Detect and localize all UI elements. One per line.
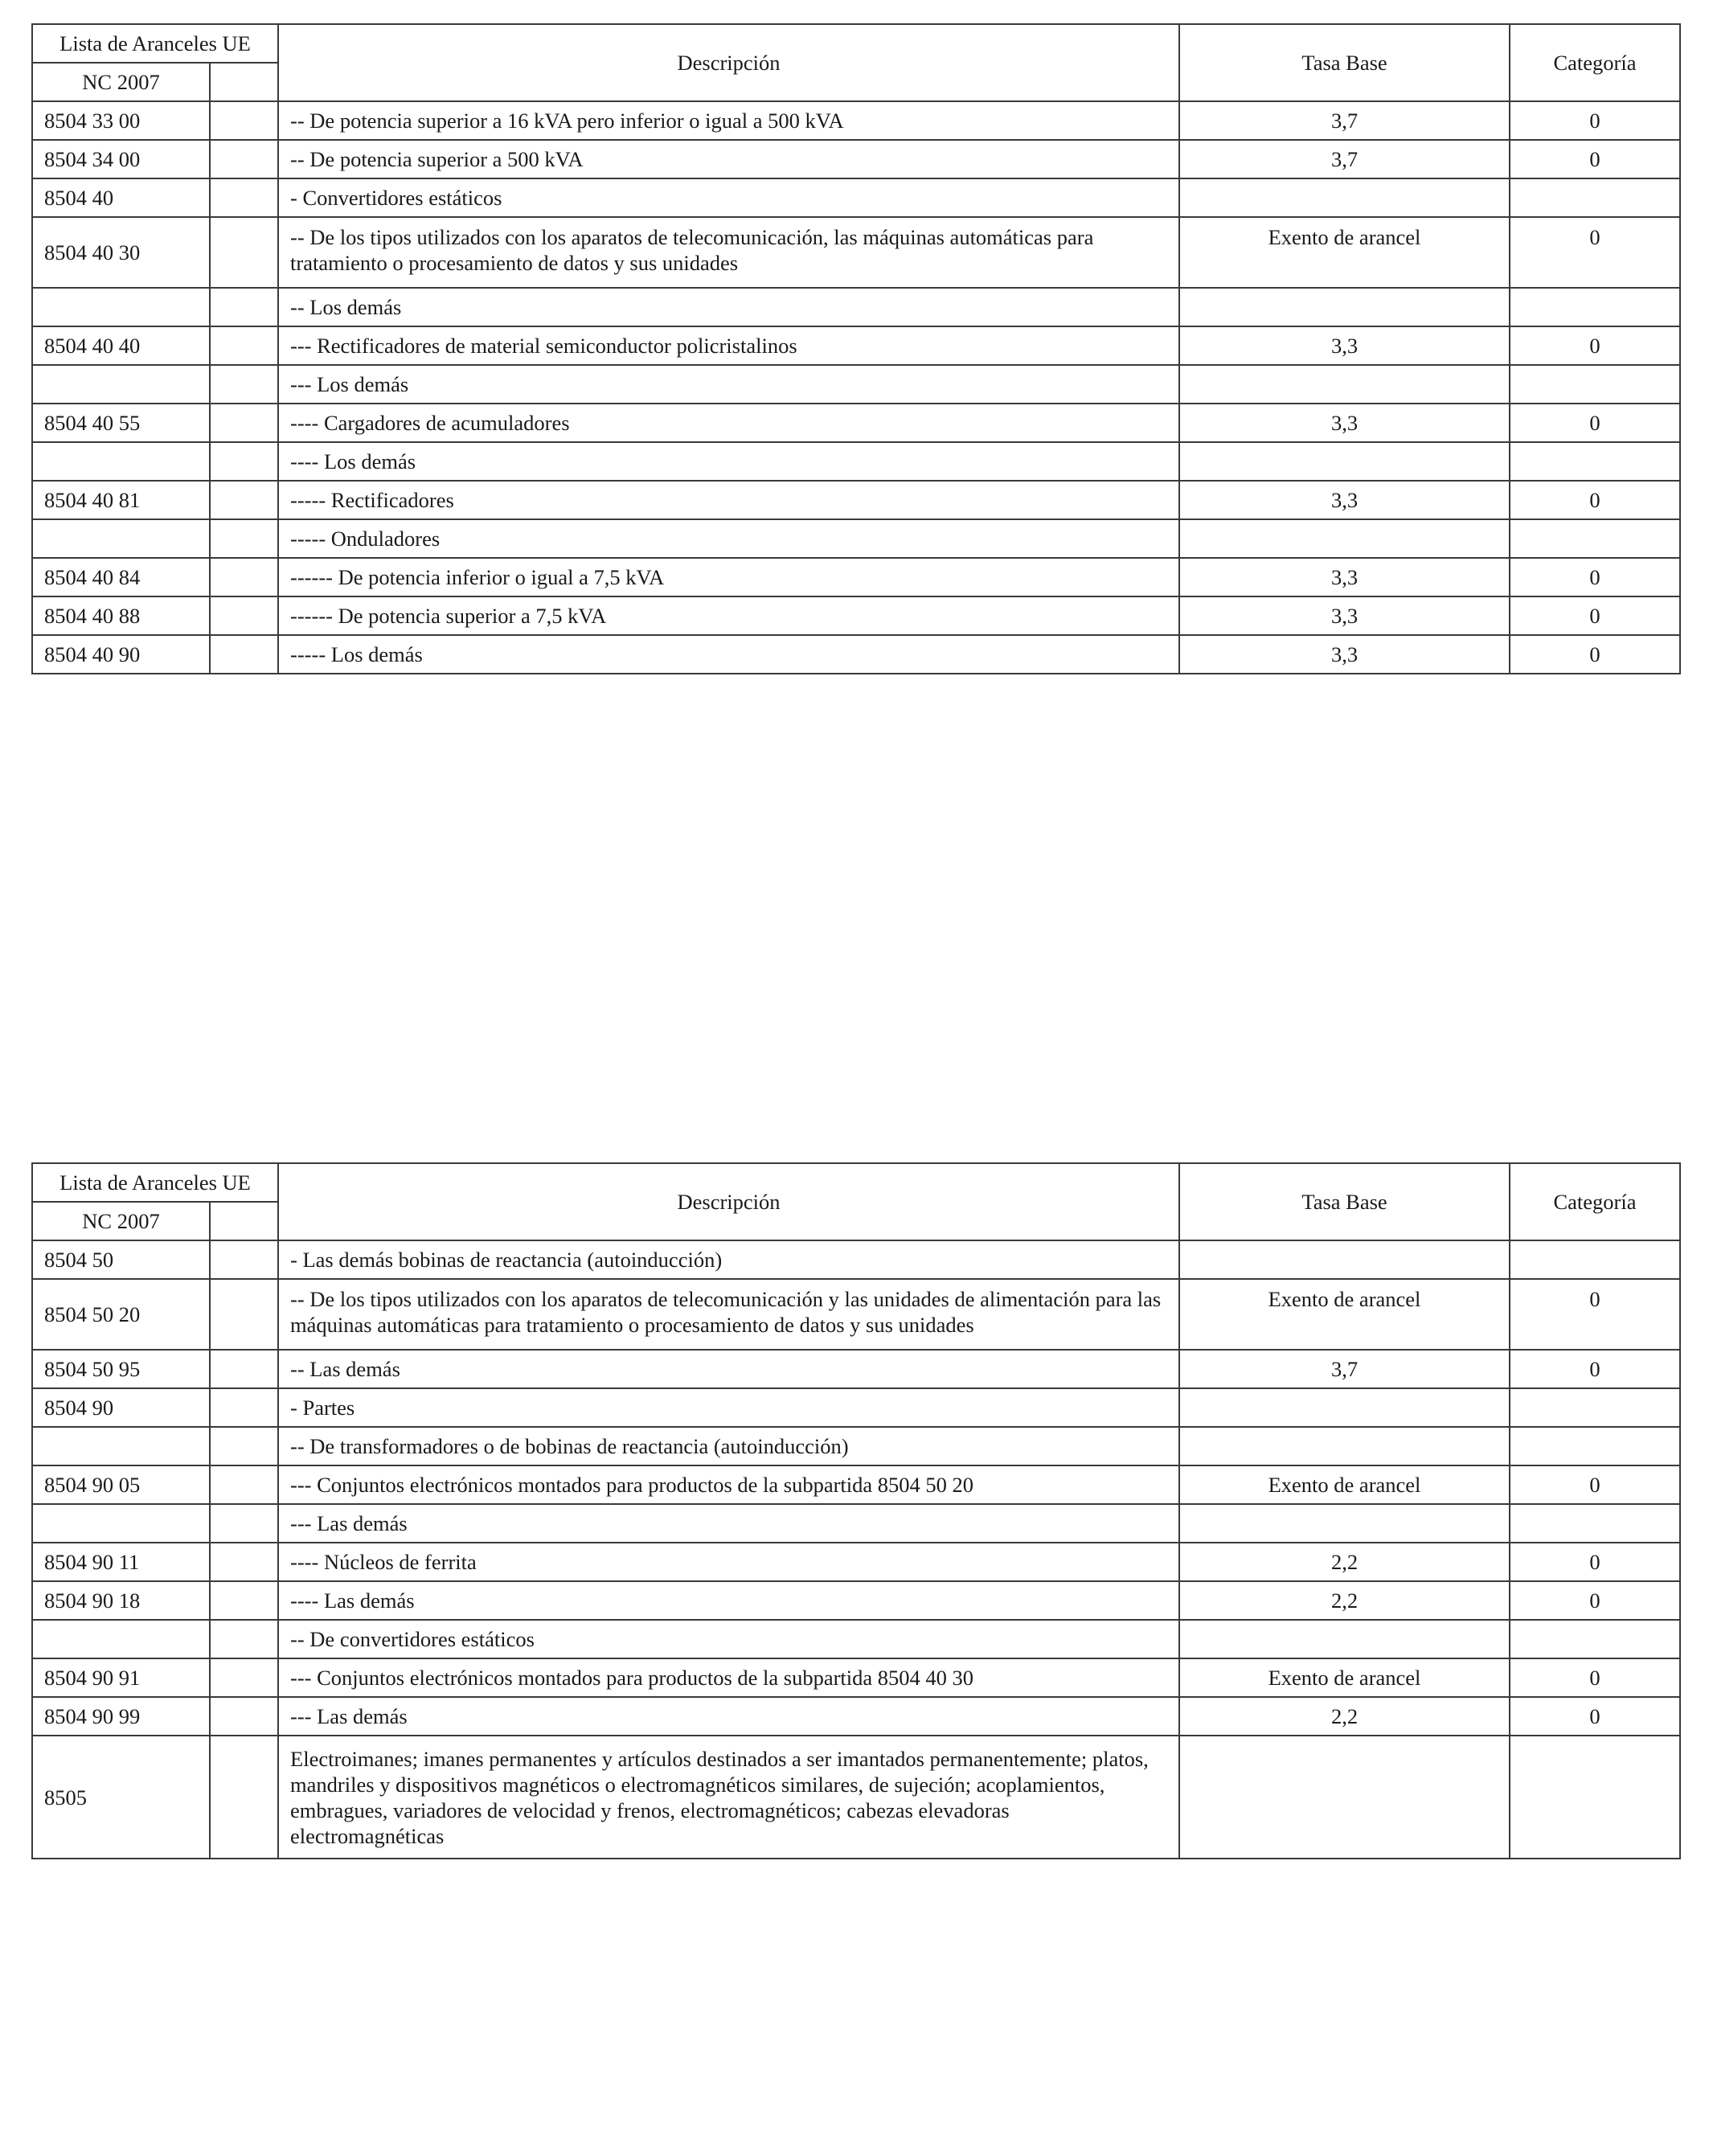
base-rate-cell [1179,519,1510,558]
base-rate-cell [1179,1427,1510,1465]
empty-cell [210,1388,278,1427]
description-cell: ---- Las demás [278,1581,1179,1620]
base-rate-cell: 3,3 [1179,326,1510,365]
empty-cell [210,1279,278,1350]
description-cell: -- De transformadores o de bobinas de reactancia (autoinducción) [278,1427,1179,1465]
table-row [32,442,1680,481]
empty-cell [210,288,278,326]
base-rate-cell [1179,1620,1510,1658]
table-row [32,1736,1680,1859]
nc-code-cell [32,288,210,326]
table-row [32,1388,1680,1427]
empty-cell [210,1465,278,1504]
nc-code-cell: 8504 50 20 [32,1279,210,1350]
base-rate-cell: 3,3 [1179,596,1510,635]
base-rate-cell: 2,2 [1179,1543,1510,1581]
category-cell: 0 [1510,635,1680,674]
description-cell: -- De los tipos utilizados con los aparatos de telecomunicación, las máquinas automáticas para tratamiento o procesamiento de datos y sus unidades [278,217,1179,288]
empty-cell [210,1240,278,1279]
table-row [32,1240,1680,1279]
base-rate-cell [1179,442,1510,481]
table-row [32,404,1680,442]
nc-code-cell: 8504 90 05 [32,1465,210,1504]
description-cell: --- Conjuntos electrónicos montados para productos de la subpartida 8504 40 30 [278,1658,1179,1697]
nc-code-cell [32,442,210,481]
nc-code-cell: 8504 50 [32,1240,210,1279]
base-rate-cell: 3,7 [1179,1350,1510,1388]
table-row [32,596,1680,635]
nc-code-cell [32,1504,210,1543]
nc-code-cell: 8504 33 00 [32,101,210,140]
nc-code-cell: 8504 40 84 [32,558,210,596]
table-row [32,1427,1680,1465]
description-cell: -- De los tipos utilizados con los aparatos de telecomunicación y las unidades de alimentación para las máquinas automáticas para tratamiento o procesamiento de datos y sus unidades [278,1279,1179,1350]
header-row [32,24,1680,63]
nc-code-cell: 8504 40 81 [32,481,210,519]
base-rate-cell: 2,2 [1179,1581,1510,1620]
empty-cell [210,326,278,365]
nc-label-header: NC 2007 [32,63,210,101]
category-cell: 0 [1510,326,1680,365]
nc-code-cell: 8504 50 95 [32,1350,210,1388]
category-cell: 0 [1510,1543,1680,1581]
base-rate-cell [1179,1240,1510,1279]
category-cell: 0 [1510,217,1680,288]
empty-cell [210,404,278,442]
category-cell: 0 [1510,1279,1680,1350]
table-row [32,1581,1680,1620]
table-row [32,481,1680,519]
empty-cell [210,101,278,140]
table-row [32,365,1680,404]
tariff-table-2 [31,1162,1681,1859]
nc-code-cell [32,1620,210,1658]
nc-code-cell [32,519,210,558]
category-cell: 0 [1510,596,1680,635]
empty-cell [210,217,278,288]
table-row [32,1350,1680,1388]
nc-label-header: NC 2007 [32,1202,210,1240]
empty-cell [210,1427,278,1465]
base-rate-cell [1179,1504,1510,1543]
nc-code-cell: 8504 90 11 [32,1543,210,1581]
table-row [32,140,1680,178]
category-cell [1510,519,1680,558]
category-cell: 0 [1510,404,1680,442]
base-rate-cell: 3,3 [1179,481,1510,519]
table-row [32,519,1680,558]
category-header: Categoría [1510,1163,1680,1240]
category-cell: 0 [1510,101,1680,140]
tariff-table-body [32,24,1680,674]
base-rate-cell [1179,1736,1510,1859]
empty-cell [210,1697,278,1736]
empty-cell [210,1736,278,1859]
base-rate-cell [1179,178,1510,217]
nc-code-cell: 8504 90 18 [32,1581,210,1620]
nc-code-cell: 8504 40 55 [32,404,210,442]
base-rate-cell: 3,7 [1179,101,1510,140]
category-cell [1510,1240,1680,1279]
table-row [32,635,1680,674]
base-rate-cell: 3,3 [1179,635,1510,674]
category-cell [1510,1736,1680,1859]
base-rate-cell [1179,288,1510,326]
table-row [32,1465,1680,1504]
category-cell [1510,1427,1680,1465]
description-cell: -- Los demás [278,288,1179,326]
description-cell: --- Las demás [278,1697,1179,1736]
category-cell: 0 [1510,1581,1680,1620]
category-cell: 0 [1510,1697,1680,1736]
description-cell: - Las demás bobinas de reactancia (autoinducción) [278,1240,1179,1279]
category-header: Categoría [1510,24,1680,101]
description-cell: --- Los demás [278,365,1179,404]
table-row [32,1279,1680,1350]
description-cell: --- Las demás [278,1504,1179,1543]
empty-cell [210,1350,278,1388]
description-cell: ------ De potencia superior a 7,5 kVA [278,596,1179,635]
empty-cell [210,442,278,481]
category-cell [1510,365,1680,404]
category-cell [1510,1388,1680,1427]
description-cell: ------ De potencia inferior o igual a 7,5 kVA [278,558,1179,596]
description-cell: ----- Los demás [278,635,1179,674]
nc-code-cell: 8504 40 30 [32,217,210,288]
base-rate-cell: Exento de arancel [1179,217,1510,288]
empty-cell [210,1504,278,1543]
description-cell: ---- Cargadores de acumuladores [278,404,1179,442]
empty-cell [210,365,278,404]
empty-cell [210,1658,278,1697]
empty-cell [210,1620,278,1658]
description-cell: -- De convertidores estáticos [278,1620,1179,1658]
nc-code-cell [32,1427,210,1465]
empty-cell [210,1543,278,1581]
table-row [32,1658,1680,1697]
empty-cell [210,481,278,519]
base-rate-cell [1179,365,1510,404]
empty-cell [210,558,278,596]
nc-code-cell: 8504 40 [32,178,210,217]
description-cell: Electroimanes; imanes permanentes y artículos destinados a ser imantados permanentemente; platos, mandriles y dispositivos magnéticos o electromagnéticos similares, de sujeción; acoplamientos, embragues, variadores de velocidad y frenos, electromagnéticos; cabezas elevadoras electromagnéticas [278,1736,1179,1859]
description-cell: ----- Rectificadores [278,481,1179,519]
description-cell: ----- Onduladores [278,519,1179,558]
nc-code-cell [32,365,210,404]
table-row [32,101,1680,140]
description-cell: - Convertidores estáticos [278,178,1179,217]
empty-cell [210,596,278,635]
list-label-header: Lista de Aranceles UE [32,24,278,63]
base-rate-cell: Exento de arancel [1179,1465,1510,1504]
base-rate-cell: 3,3 [1179,558,1510,596]
nc-code-cell: 8504 40 88 [32,596,210,635]
description-cell: - Partes [278,1388,1179,1427]
nc-code-cell: 8504 34 00 [32,140,210,178]
empty-cell [210,519,278,558]
description-cell: --- Conjuntos electrónicos montados para productos de la subpartida 8504 50 20 [278,1465,1179,1504]
table-row [32,178,1680,217]
description-header: Descripción [278,1163,1179,1240]
nc-code-cell: 8504 40 90 [32,635,210,674]
category-cell: 0 [1510,558,1680,596]
nc-code-cell: 8504 90 91 [32,1658,210,1697]
table-row [32,1697,1680,1736]
base-rate-cell: 3,7 [1179,140,1510,178]
category-cell [1510,1620,1680,1658]
list-label-header: Lista de Aranceles UE [32,1163,278,1202]
category-cell: 0 [1510,1658,1680,1697]
description-cell: ---- Los demás [278,442,1179,481]
category-cell: 0 [1510,481,1680,519]
category-cell: 0 [1510,140,1680,178]
table-row [32,326,1680,365]
empty-header-cell [210,1202,278,1240]
category-cell [1510,288,1680,326]
empty-header-cell [210,63,278,101]
description-cell: --- Rectificadores de material semiconductor policristalinos [278,326,1179,365]
category-cell: 0 [1510,1465,1680,1504]
nc-code-cell: 8504 90 99 [32,1697,210,1736]
table-row [32,558,1680,596]
table-row [32,1504,1680,1543]
description-cell: -- De potencia superior a 16 kVA pero inferior o igual a 500 kVA [278,101,1179,140]
base-rate-cell [1179,1388,1510,1427]
nc-code-cell: 8504 40 40 [32,326,210,365]
empty-cell [210,635,278,674]
nc-code-cell: 8505 [32,1736,210,1859]
base-rate-header: Tasa Base [1179,24,1510,101]
table-row [32,217,1680,288]
empty-cell [210,140,278,178]
empty-cell [210,1581,278,1620]
table-row [32,288,1680,326]
base-rate-cell: Exento de arancel [1179,1658,1510,1697]
category-cell [1510,442,1680,481]
header-row [32,1163,1680,1202]
category-cell [1510,178,1680,217]
description-cell: -- De potencia superior a 500 kVA [278,140,1179,178]
category-cell: 0 [1510,1350,1680,1388]
tariff-table-body [32,1163,1680,1859]
category-cell [1510,1504,1680,1543]
description-cell: -- Las demás [278,1350,1179,1388]
table-row [32,1543,1680,1581]
empty-cell [210,178,278,217]
base-rate-cell: 2,2 [1179,1697,1510,1736]
nc-code-cell: 8504 90 [32,1388,210,1427]
description-cell: ---- Núcleos de ferrita [278,1543,1179,1581]
description-header: Descripción [278,24,1179,101]
base-rate-cell: Exento de arancel [1179,1279,1510,1350]
tariff-table-1 [31,23,1681,674]
base-rate-cell: 3,3 [1179,404,1510,442]
table-row [32,1620,1680,1658]
base-rate-header: Tasa Base [1179,1163,1510,1240]
